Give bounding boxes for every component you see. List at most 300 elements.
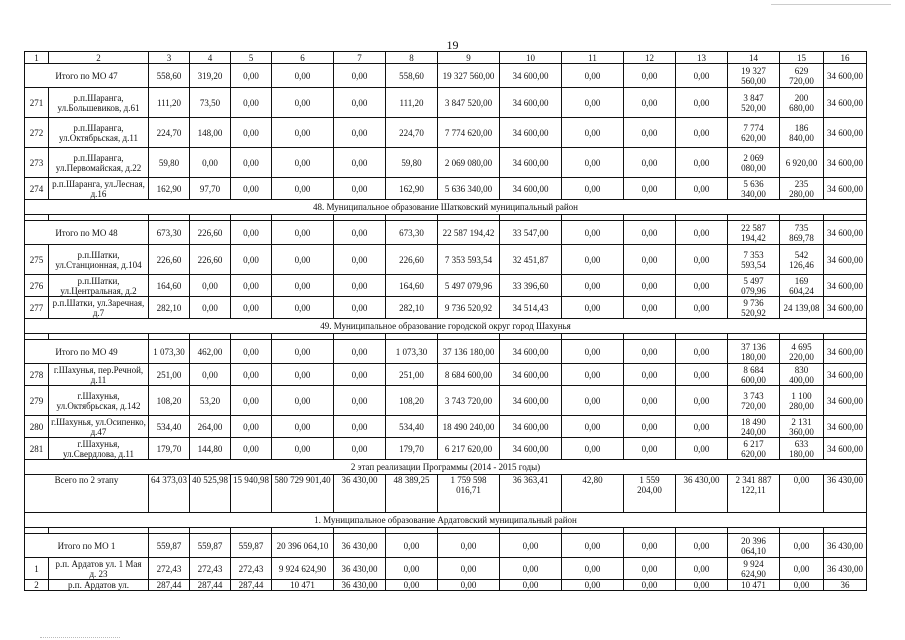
object-row	[25, 178, 867, 200]
value-cell: 272,43	[149, 558, 190, 580]
value-cell: 0,00	[676, 118, 728, 148]
value-cell: 36 430,00	[824, 534, 867, 558]
total-row	[25, 340, 867, 364]
value-cell: 1 073,30	[386, 340, 438, 364]
value-cell: 0,00	[500, 558, 562, 580]
column-number: 7	[334, 52, 386, 64]
value-cell: 8 684 600,00	[728, 364, 780, 386]
column-number: 12	[624, 52, 676, 64]
cut-off-row	[25, 580, 867, 591]
value-cell: 0,00	[272, 364, 334, 386]
value-cell: 0,00	[562, 364, 624, 386]
object-row	[25, 558, 867, 580]
value-cell: 0,00	[624, 386, 676, 416]
value-cell: 673,30	[386, 221, 438, 245]
value-cell: 0,00	[334, 118, 386, 148]
value-cell: 73,50	[190, 88, 231, 118]
value-cell: 0,00	[272, 340, 334, 364]
section-heading-row	[25, 460, 867, 475]
object-row	[25, 275, 867, 297]
value-cell: 34 600,00	[824, 118, 867, 148]
row-number: 272	[25, 118, 49, 148]
value-cell: 24 139,08	[780, 297, 824, 319]
value-cell: 2 069 080,00	[438, 148, 500, 178]
value-cell: 162,90	[386, 178, 438, 200]
budget-table	[24, 51, 867, 591]
value-cell: 226,60	[386, 245, 438, 275]
value-cell: 22 587 194,42	[728, 221, 780, 245]
value-cell: 0,00	[676, 558, 728, 580]
value-cell: 0,00	[676, 580, 728, 591]
value-cell: 36 363,41	[500, 475, 562, 513]
value-cell: 0,00	[500, 580, 562, 591]
address-cell: р.п.Шаранга, ул.Первомайская, д.22	[49, 148, 149, 178]
value-cell: 64 373,03	[149, 475, 190, 513]
value-cell: 272,43	[231, 558, 272, 580]
value-cell: 0,00	[562, 386, 624, 416]
value-cell: 36	[824, 580, 867, 591]
value-cell: 34 600,00	[824, 364, 867, 386]
value-cell: 830 400,00	[780, 364, 824, 386]
column-number: 9	[438, 52, 500, 64]
value-cell: 34 600,00	[824, 88, 867, 118]
value-cell: 34 600,00	[500, 64, 562, 88]
value-cell: 559,87	[190, 534, 231, 558]
row-number: 274	[25, 178, 49, 200]
value-cell: 34 600,00	[500, 386, 562, 416]
value-cell: 9 924 624,90	[728, 558, 780, 580]
column-number: 10	[500, 52, 562, 64]
value-cell: 36 430,00	[676, 475, 728, 513]
value-cell: 59,80	[149, 148, 190, 178]
object-row	[25, 118, 867, 148]
value-cell: 32 451,87	[500, 245, 562, 275]
value-cell: 34 600,00	[824, 275, 867, 297]
value-cell: 33 547,00	[500, 221, 562, 245]
total-label: Итого по МО 48	[25, 221, 149, 245]
value-cell: 633 180,00	[780, 438, 824, 460]
object-row	[25, 386, 867, 416]
value-cell: 0,00	[562, 534, 624, 558]
value-cell: 0,00	[624, 245, 676, 275]
value-cell: 0,00	[272, 438, 334, 460]
value-cell: 0,00	[438, 558, 500, 580]
value-cell: 287,44	[231, 580, 272, 591]
value-cell: 0,00	[386, 534, 438, 558]
value-cell: 0,00	[676, 340, 728, 364]
value-cell: 0,00	[624, 221, 676, 245]
value-cell: 0,00	[624, 580, 676, 591]
value-cell: 0,00	[624, 364, 676, 386]
value-cell: 9 736 520,92	[438, 297, 500, 319]
value-cell: 282,10	[149, 297, 190, 319]
total-label: Всего по 2 этапу	[25, 475, 149, 513]
column-number: 4	[190, 52, 231, 64]
value-cell: 0,00	[272, 297, 334, 319]
value-cell: 0,00	[676, 275, 728, 297]
value-cell: 8 684 600,00	[438, 364, 500, 386]
value-cell: 0,00	[780, 558, 824, 580]
section-heading: 49. Муниципальное образование городской округ город Шахунья	[25, 319, 867, 334]
total-label: Итого по МО 47	[25, 64, 149, 88]
value-cell: 34 600,00	[500, 118, 562, 148]
value-cell: 0,00	[231, 245, 272, 275]
value-cell: 22 587 194,42	[438, 221, 500, 245]
value-cell: 0,00	[562, 118, 624, 148]
scan-edge-mark	[771, 4, 891, 5]
address-cell: р.п.Шатки, ул.Центральная, д.2	[49, 275, 149, 297]
column-number: 6	[272, 52, 334, 64]
column-number: 3	[149, 52, 190, 64]
value-cell: 0,00	[562, 297, 624, 319]
total-row	[25, 475, 867, 513]
value-cell: 36 430,00	[334, 580, 386, 591]
value-cell: 34 600,00	[500, 148, 562, 178]
column-number: 2	[49, 52, 149, 64]
value-cell: 34 600,00	[824, 245, 867, 275]
value-cell: 0,00	[676, 364, 728, 386]
value-cell: 162,90	[149, 178, 190, 200]
value-cell: 2 131 360,00	[780, 416, 824, 438]
value-cell: 319,20	[190, 64, 231, 88]
value-cell: 0,00	[334, 386, 386, 416]
value-cell: 282,10	[386, 297, 438, 319]
total-row	[25, 64, 867, 88]
value-cell: 36 430,00	[334, 534, 386, 558]
address-cell: г.Шахунья, ул.Осипенко, д.47	[49, 416, 149, 438]
value-cell: 0,00	[562, 580, 624, 591]
value-cell: 10 471	[728, 580, 780, 591]
value-cell: 0,00	[334, 245, 386, 275]
value-cell: 0,00	[231, 118, 272, 148]
value-cell: 0,00	[231, 416, 272, 438]
value-cell: 0,00	[780, 475, 824, 513]
value-cell: 0,00	[624, 118, 676, 148]
value-cell: 5 636 340,00	[728, 178, 780, 200]
value-cell: 0,00	[386, 558, 438, 580]
value-cell: 0,00	[190, 297, 231, 319]
value-cell: 0,00	[438, 534, 500, 558]
value-cell: 59,80	[386, 148, 438, 178]
value-cell: 34 600,00	[824, 221, 867, 245]
value-cell: 0,00	[624, 340, 676, 364]
value-cell: 0,00	[334, 148, 386, 178]
value-cell: 34 600,00	[824, 178, 867, 200]
value-cell: 0,00	[272, 88, 334, 118]
column-number: 14	[728, 52, 780, 64]
address-cell: г.Шахунья, ул.Октябрьская, д.142	[49, 386, 149, 416]
object-row	[25, 148, 867, 178]
value-cell: 0,00	[676, 178, 728, 200]
value-cell: 629 720,00	[780, 64, 824, 88]
value-cell: 0,00	[334, 340, 386, 364]
section-heading: 2 этап реализации Программы (2014 - 2015 годы)	[25, 460, 867, 475]
value-cell: 19 327 560,00	[438, 64, 500, 88]
value-cell: 226,60	[190, 245, 231, 275]
value-cell: 0,00	[624, 558, 676, 580]
value-cell: 7 774 620,00	[438, 118, 500, 148]
value-cell: 224,70	[386, 118, 438, 148]
value-cell: 0,00	[386, 580, 438, 591]
value-cell: 0,00	[231, 148, 272, 178]
value-cell: 0,00	[190, 275, 231, 297]
value-cell: 15 940,98	[231, 475, 272, 513]
value-cell: 0,00	[562, 148, 624, 178]
value-cell: 0,00	[231, 64, 272, 88]
value-cell: 534,40	[386, 416, 438, 438]
value-cell: 111,20	[149, 88, 190, 118]
row-number: 281	[25, 438, 49, 460]
value-cell: 0,00	[624, 148, 676, 178]
value-cell: 0,00	[272, 221, 334, 245]
object-row	[25, 438, 867, 460]
value-cell: 224,70	[149, 118, 190, 148]
value-cell: 0,00	[624, 416, 676, 438]
page-number: 19	[446, 38, 459, 52]
value-cell: 40 525,98	[190, 475, 231, 513]
value-cell: 0,00	[272, 275, 334, 297]
value-cell: 36 430,00	[824, 558, 867, 580]
value-cell: 18 490 240,00	[438, 416, 500, 438]
value-cell: 287,44	[149, 580, 190, 591]
value-cell: 34 600,00	[824, 340, 867, 364]
row-number: 1	[25, 558, 49, 580]
value-cell: 108,20	[149, 386, 190, 416]
value-cell: 0,00	[231, 221, 272, 245]
value-cell: 2 341 887 122,11	[728, 475, 780, 513]
value-cell: 34 600,00	[500, 340, 562, 364]
value-cell: 0,00	[231, 364, 272, 386]
section-heading-row	[25, 513, 867, 528]
address-cell: р.п. Ардатов ул.	[49, 580, 149, 591]
value-cell: 0,00	[272, 64, 334, 88]
value-cell: 0,00	[334, 178, 386, 200]
value-cell: 0,00	[676, 534, 728, 558]
value-cell: 1 559 204,00	[624, 475, 676, 513]
value-cell: 0,00	[272, 118, 334, 148]
value-cell: 36 430,00	[334, 558, 386, 580]
value-cell: 0,00	[562, 275, 624, 297]
value-cell: 462,00	[190, 340, 231, 364]
object-row	[25, 364, 867, 386]
value-cell: 186 840,00	[780, 118, 824, 148]
value-cell: 0,00	[272, 148, 334, 178]
value-cell: 36 430,00	[334, 475, 386, 513]
row-number: 276	[25, 275, 49, 297]
value-cell: 34 600,00	[500, 438, 562, 460]
value-cell: 164,60	[149, 275, 190, 297]
value-cell: 34 600,00	[500, 416, 562, 438]
value-cell: 0,00	[231, 438, 272, 460]
value-cell: 226,60	[190, 221, 231, 245]
address-cell: р.п.Шаранга, ул.Лесная, д.16	[49, 178, 149, 200]
value-cell: 0,00	[676, 245, 728, 275]
object-row	[25, 297, 867, 319]
value-cell: 559,87	[231, 534, 272, 558]
value-cell: 3 847 520,00	[728, 88, 780, 118]
value-cell: 542 126,46	[780, 245, 824, 275]
value-cell: 7 353 593,54	[438, 245, 500, 275]
value-cell: 0,00	[676, 438, 728, 460]
object-row	[25, 88, 867, 118]
value-cell: 5 497 079,96	[438, 275, 500, 297]
value-cell: 0,00	[500, 534, 562, 558]
value-cell: 673,30	[149, 221, 190, 245]
value-cell: 0,00	[676, 64, 728, 88]
value-cell: 10 471	[272, 580, 334, 591]
value-cell: 34 600,00	[824, 438, 867, 460]
value-cell: 9 736 520,92	[728, 297, 780, 319]
value-cell: 0,00	[334, 64, 386, 88]
value-cell: 34 600,00	[500, 364, 562, 386]
value-cell: 200 680,00	[780, 88, 824, 118]
value-cell: 0,00	[676, 221, 728, 245]
value-cell: 1 100 280,00	[780, 386, 824, 416]
value-cell: 235 280,00	[780, 178, 824, 200]
value-cell: 9 924 624,90	[272, 558, 334, 580]
value-cell: 2 069 080,00	[728, 148, 780, 178]
value-cell: 144,80	[190, 438, 231, 460]
value-cell: 0,00	[624, 534, 676, 558]
column-number: 8	[386, 52, 438, 64]
value-cell: 0,00	[334, 438, 386, 460]
column-number-row	[25, 52, 867, 64]
value-cell: 287,44	[190, 580, 231, 591]
value-cell: 37 136 180,00	[438, 340, 500, 364]
value-cell: 164,60	[386, 275, 438, 297]
value-cell: 0,00	[231, 88, 272, 118]
column-number: 5	[231, 52, 272, 64]
value-cell: 4 695 220,00	[780, 340, 824, 364]
value-cell: 1 073,30	[149, 340, 190, 364]
value-cell: 558,60	[149, 64, 190, 88]
value-cell: 20 396 064,10	[272, 534, 334, 558]
value-cell: 534,40	[149, 416, 190, 438]
value-cell: 0,00	[624, 297, 676, 319]
value-cell: 108,20	[386, 386, 438, 416]
total-label: Итого по МО 49	[25, 340, 149, 364]
object-row	[25, 416, 867, 438]
address-cell: р.п. Ардатов ул. 1 Мая д. 23	[49, 558, 149, 580]
value-cell: 34 600,00	[824, 297, 867, 319]
value-cell: 0,00	[780, 534, 824, 558]
value-cell: 37 136 180,00	[728, 340, 780, 364]
value-cell: 0,00	[562, 245, 624, 275]
address-cell: г.Шахунья, ул.Свердлова, д.11	[49, 438, 149, 460]
value-cell: 251,00	[386, 364, 438, 386]
value-cell: 6 217 620,00	[728, 438, 780, 460]
value-cell: 0,00	[562, 416, 624, 438]
value-cell: 0,00	[562, 221, 624, 245]
value-cell: 735 869,78	[780, 221, 824, 245]
address-cell: р.п.Шатки, ул.Станционная, д.104	[49, 245, 149, 275]
value-cell: 7 774 620,00	[728, 118, 780, 148]
value-cell: 580 729 901,40	[272, 475, 334, 513]
value-cell: 42,80	[562, 475, 624, 513]
column-number: 13	[676, 52, 728, 64]
object-row	[25, 245, 867, 275]
value-cell: 0,00	[334, 297, 386, 319]
value-cell: 7 353 593,54	[728, 245, 780, 275]
row-number: 278	[25, 364, 49, 386]
row-number: 273	[25, 148, 49, 178]
value-cell: 0,00	[190, 364, 231, 386]
value-cell: 0,00	[231, 178, 272, 200]
value-cell: 19 327 560,00	[728, 64, 780, 88]
value-cell: 34 600,00	[824, 386, 867, 416]
value-cell: 0,00	[231, 386, 272, 416]
value-cell: 34 600,00	[824, 64, 867, 88]
value-cell: 0,00	[780, 580, 824, 591]
row-number: 279	[25, 386, 49, 416]
row-number: 280	[25, 416, 49, 438]
value-cell: 559,87	[149, 534, 190, 558]
total-row	[25, 221, 867, 245]
address-cell: р.п.Шаранга, ул.Большевиков, д.61	[49, 88, 149, 118]
value-cell: 33 396,60	[500, 275, 562, 297]
value-cell: 34 600,00	[824, 148, 867, 178]
value-cell: 0,00	[676, 88, 728, 118]
value-cell: 0,00	[272, 245, 334, 275]
value-cell: 0,00	[562, 64, 624, 88]
value-cell: 0,00	[676, 297, 728, 319]
value-cell: 0,00	[676, 386, 728, 416]
value-cell: 18 490 240,00	[728, 416, 780, 438]
value-cell: 0,00	[676, 416, 728, 438]
value-cell: 0,00	[562, 178, 624, 200]
value-cell: 1 759 598 016,71	[438, 475, 500, 513]
value-cell: 53,20	[190, 386, 231, 416]
value-cell: 6 920,00	[780, 148, 824, 178]
column-number: 16	[824, 52, 867, 64]
column-number: 1	[25, 52, 49, 64]
address-cell: г.Шахунья, пер.Речной, д.11	[49, 364, 149, 386]
value-cell: 179,70	[386, 438, 438, 460]
value-cell: 34 600,00	[500, 88, 562, 118]
column-number: 15	[780, 52, 824, 64]
value-cell: 0,00	[562, 558, 624, 580]
value-cell: 3 743 720,00	[438, 386, 500, 416]
value-cell: 0,00	[334, 275, 386, 297]
value-cell: 169 604,24	[780, 275, 824, 297]
address-cell: р.п.Шатки, ул.Заречная, д.7	[49, 297, 149, 319]
value-cell: 36 430,00	[824, 475, 867, 513]
value-cell: 34 514,43	[500, 297, 562, 319]
section-heading: 48. Муниципальное образование Шатковский муниципальный район	[25, 200, 867, 215]
value-cell: 179,70	[149, 438, 190, 460]
value-cell: 0,00	[272, 178, 334, 200]
address-cell: р.п.Шаранга, ул.Октябрьская, д.11	[49, 118, 149, 148]
value-cell: 148,00	[190, 118, 231, 148]
row-number: 271	[25, 88, 49, 118]
value-cell: 3 847 520,00	[438, 88, 500, 118]
value-cell: 0,00	[272, 386, 334, 416]
value-cell: 0,00	[562, 438, 624, 460]
value-cell: 0,00	[624, 64, 676, 88]
total-label: Итого по МО 1	[25, 534, 149, 558]
value-cell: 0,00	[676, 148, 728, 178]
column-number: 11	[562, 52, 624, 64]
value-cell: 0,00	[624, 178, 676, 200]
value-cell: 5 636 340,00	[438, 178, 500, 200]
value-cell: 0,00	[231, 297, 272, 319]
value-cell: 6 217 620,00	[438, 438, 500, 460]
value-cell: 0,00	[624, 88, 676, 118]
value-cell: 3 743 720,00	[728, 386, 780, 416]
value-cell: 0,00	[231, 340, 272, 364]
value-cell: 0,00	[334, 416, 386, 438]
value-cell: 272,43	[190, 558, 231, 580]
